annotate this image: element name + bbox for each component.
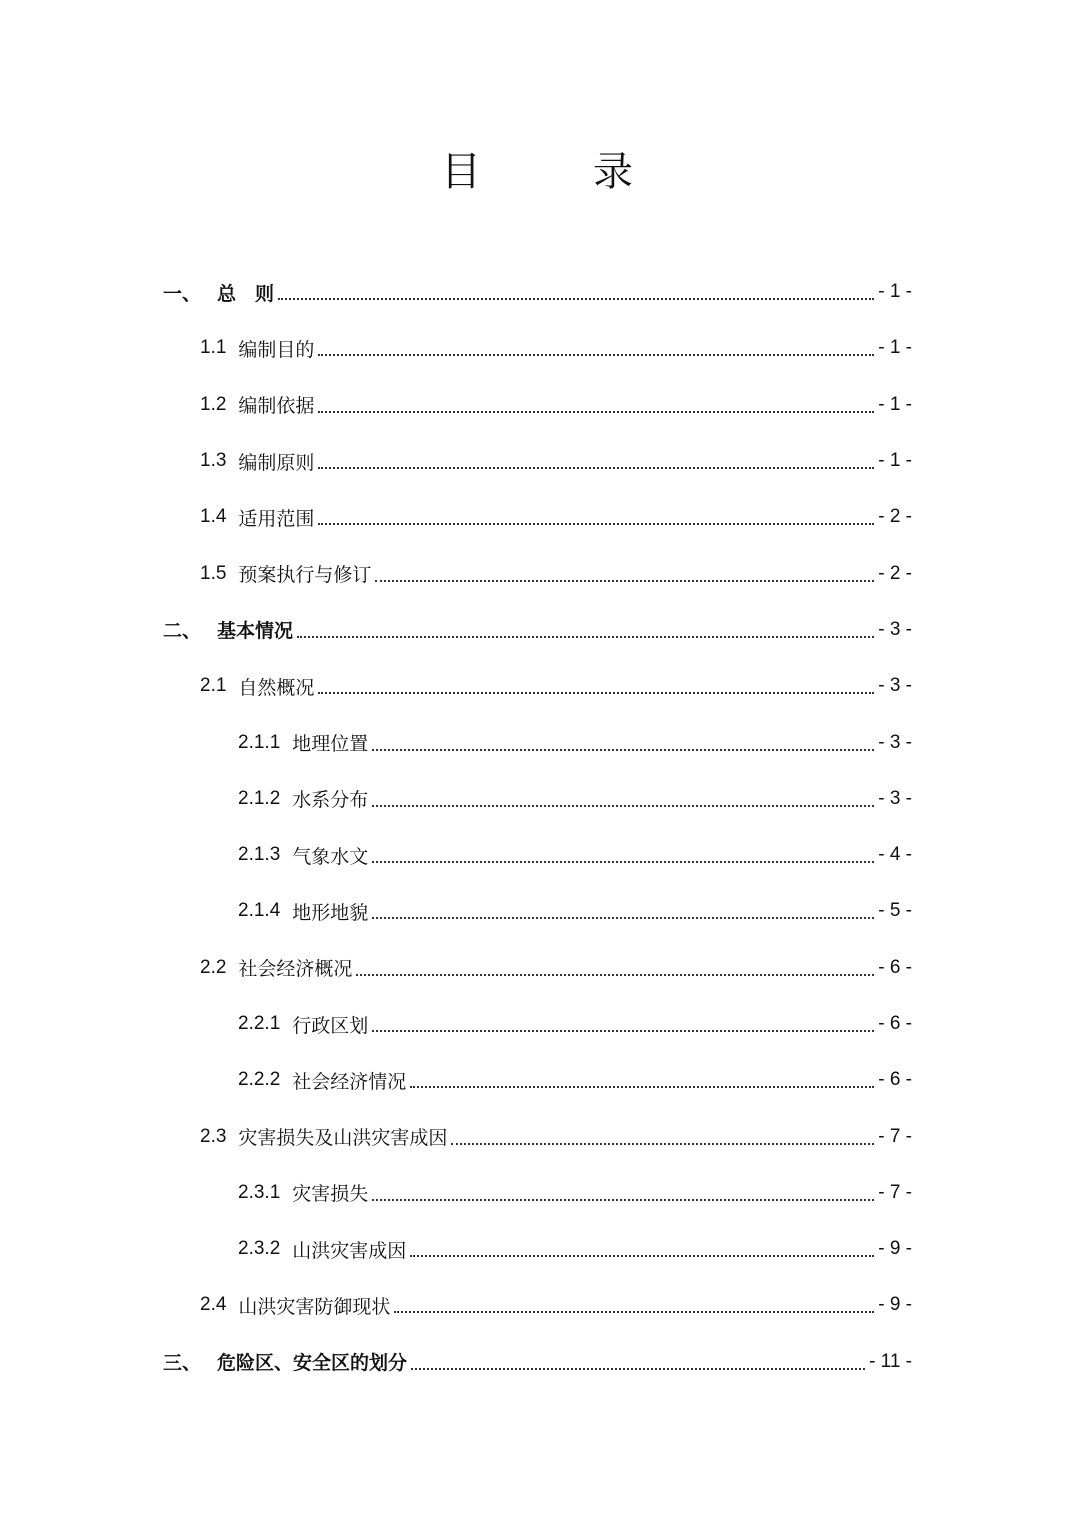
toc-entry[interactable] [0, 827, 1074, 883]
toc-entry-page-number: - 5 - [878, 900, 912, 922]
toc-entry-number: 2.1.4 [238, 900, 281, 922]
toc-entry-page-number: - 7 - [878, 1125, 912, 1147]
toc-entry-label: 基本情况 [217, 620, 294, 643]
toc-entry-number: 二、 [163, 620, 202, 643]
toc-entry-label: 社会经济情况 [292, 1070, 407, 1093]
toc-entry[interactable] [0, 1334, 1074, 1390]
dot-leader [318, 411, 874, 413]
dot-leader [372, 861, 874, 863]
toc-entry-label: 山洪灾害防御现状 [238, 1295, 391, 1318]
toc-entry[interactable] [0, 1165, 1074, 1221]
toc-entry-label: 总 则 [217, 282, 275, 305]
toc-entry-label: 气象水文 [292, 845, 369, 868]
toc-entry[interactable] [0, 545, 1074, 601]
toc-entry-label: 灾害损失及山洪灾害成因 [238, 1127, 448, 1150]
dot-leader [372, 1199, 874, 1201]
toc-entry-label: 地理位置 [292, 733, 369, 756]
dot-leader [372, 805, 874, 807]
dot-leader [372, 917, 874, 919]
toc-entry-number: 2.1.1 [238, 731, 281, 753]
toc-entry[interactable] [0, 433, 1074, 489]
toc-entry-number: 三、 [163, 1352, 202, 1375]
dot-leader [410, 1086, 874, 1088]
toc-entry[interactable] [0, 1108, 1074, 1164]
toc-entry-number: 2.1 [200, 675, 227, 697]
dot-leader [278, 298, 874, 300]
toc-entry-label: 编制原则 [238, 451, 315, 474]
toc-entry-label: 水系分布 [292, 789, 369, 812]
toc-entry[interactable] [0, 771, 1074, 827]
toc-entry-page-number: - 9 - [878, 1238, 912, 1260]
toc-entry-page-number: - 1 - [878, 281, 912, 303]
dot-leader [375, 580, 874, 582]
dot-leader [356, 974, 874, 976]
toc-entry-label: 适用范围 [238, 507, 315, 530]
toc-entry-label: 自然概况 [238, 676, 315, 699]
toc-entry-page-number: - 1 - [878, 393, 912, 415]
toc-title: 目 录 [441, 149, 669, 195]
toc-entry-page-number: - 1 - [878, 450, 912, 472]
toc-entry-page-number: - 9 - [878, 1294, 912, 1316]
toc-entry-number: 1.5 [200, 562, 227, 584]
toc-entry-page-number: - 6 - [878, 956, 912, 978]
toc-entry-number: 2.2.1 [238, 1013, 281, 1034]
dot-leader [297, 636, 874, 638]
toc-entry-label: 山洪灾害成因 [292, 1239, 407, 1262]
toc-entry-number: 1.2 [200, 393, 227, 415]
toc-entry[interactable] [0, 489, 1074, 545]
toc-entry-label: 编制依据 [238, 395, 315, 418]
dot-leader [318, 523, 874, 525]
toc-entry-number: 2.2.2 [238, 1069, 281, 1091]
dot-leader [372, 1030, 874, 1032]
toc-entry-page-number: - 3 - [878, 618, 912, 640]
toc-entry-number: 2.1.2 [238, 787, 281, 809]
toc-entry-number: 1.1 [200, 337, 227, 359]
toc-entry-label: 社会经济概况 [238, 958, 353, 981]
toc-entry-page-number: - 3 - [878, 675, 912, 697]
toc-entry-page-number: - 11 - [869, 1350, 912, 1372]
toc-entry-label: 编制目的 [238, 338, 315, 361]
toc-entry-label: 灾害损失 [292, 1183, 369, 1206]
toc-entry-number: 2.2 [200, 956, 227, 978]
toc-entry[interactable] [0, 264, 1074, 320]
toc-entry[interactable] [0, 1052, 1074, 1108]
toc-entry-label: 危险区、安全区的划分 [217, 1352, 408, 1375]
toc-entry-number: 2.3.1 [238, 1181, 281, 1203]
toc-entry-label: 预案执行与修订 [238, 564, 372, 587]
toc-entry-label: 地形地貌 [292, 901, 369, 924]
toc-entry-number: 一、 [163, 282, 202, 305]
table-of-contents [0, 264, 1074, 1390]
toc-entry-number: 2.4 [200, 1294, 227, 1316]
toc-entry[interactable] [0, 320, 1074, 376]
dot-leader [372, 749, 874, 751]
toc-entry[interactable] [0, 1277, 1074, 1333]
toc-entry-page-number: - 3 - [878, 731, 912, 753]
dot-leader [451, 1143, 874, 1145]
toc-entry[interactable] [0, 658, 1074, 714]
toc-entry[interactable] [0, 940, 1074, 996]
dot-leader [318, 354, 874, 356]
toc-entry-page-number: - 1 - [878, 337, 912, 359]
toc-entry[interactable] [0, 996, 1074, 1052]
toc-entry-page-number: - 4 - [878, 844, 912, 866]
toc-entry-page-number: - 7 - [878, 1181, 912, 1203]
toc-entry-number: 2.1.3 [238, 844, 281, 866]
toc-entry-page-number: - 2 - [878, 506, 912, 528]
toc-entry-number: 1.3 [200, 450, 227, 472]
dot-leader [394, 1311, 874, 1313]
toc-entry[interactable] [0, 377, 1074, 433]
dot-leader [318, 692, 874, 694]
toc-entry-number: 2.3 [200, 1125, 227, 1147]
toc-entry-page-number: - 6 - [878, 1069, 912, 1091]
toc-entry-page-number: - 2 - [878, 562, 912, 584]
toc-entry[interactable] [0, 883, 1074, 939]
dot-leader [411, 1368, 865, 1370]
toc-entry-page-number: - 6 - [878, 1013, 912, 1034]
toc-entry-page-number: - 3 - [878, 787, 912, 809]
toc-entry-number: 2.3.2 [238, 1238, 281, 1260]
toc-entry[interactable] [0, 602, 1074, 658]
dot-leader [318, 467, 874, 469]
toc-entry-number: 1.4 [200, 506, 227, 528]
toc-entry[interactable] [0, 1221, 1074, 1277]
toc-entry-label: 行政区划 [292, 1014, 369, 1037]
toc-entry[interactable] [0, 714, 1074, 770]
dot-leader [410, 1255, 874, 1257]
